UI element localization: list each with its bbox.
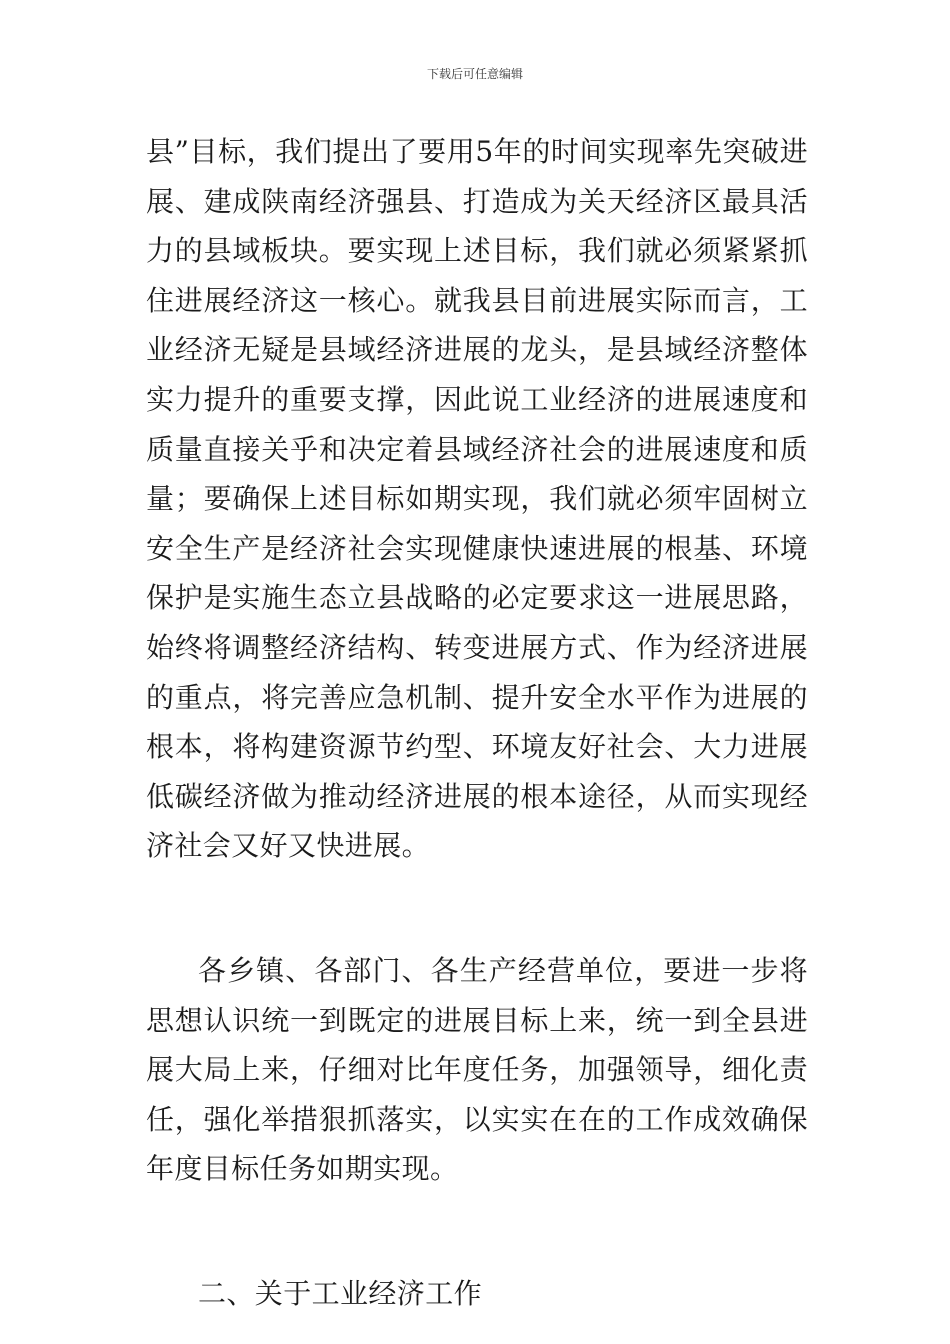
page-header: 下载后可任意编辑 bbox=[426, 67, 523, 81]
document-body bbox=[146, 127, 808, 1318]
section-heading: 二、关于工业经济工作 bbox=[198, 1276, 483, 1310]
body-paragraph-2: 各乡镇、各部门、各生产经营单位，要进一步将思想认识统一到既定的进展目标上来，统一到全县进展大局上来，仔细对比年度任务，加强领导，细化责任，强化举措狠抓落实，以实实在在的工作成效确保年度目标任务如期实现。 bbox=[146, 953, 808, 1186]
body-paragraph-1: 县”目标，我们提出了要用5年的时间实现率先突破进展、建成陕南经济强县、打造成为关天经济区最具活力的县域板块。要实现上述目标，我们就必须紧紧抓住进展经济这一核心。就我县目前进展实际而言，工业经济无疑是县域经济进展的龙头，是县域经济整体实力提升的重要支撑，因此说工业经济的进展速度和质量直接关乎和决定着县域经济社会的进展速度和质量；要确保上述目标如期实现，我们就必须牢固树立安全生产是经济社会实现健康快速进展的根基、环境保护是实施生态立县战略的必定要求这一进展思路，始终将调整经济结构、转变进展方式、作为经济进展的重点，将完善应急机制、提升安全水平作为进展的根本，将构建资源节约型、环境友好社会、大力进展低碳经济做为推动经济进展的根本途径，从而实现经济社会又好又快进展。 bbox=[146, 135, 808, 863]
